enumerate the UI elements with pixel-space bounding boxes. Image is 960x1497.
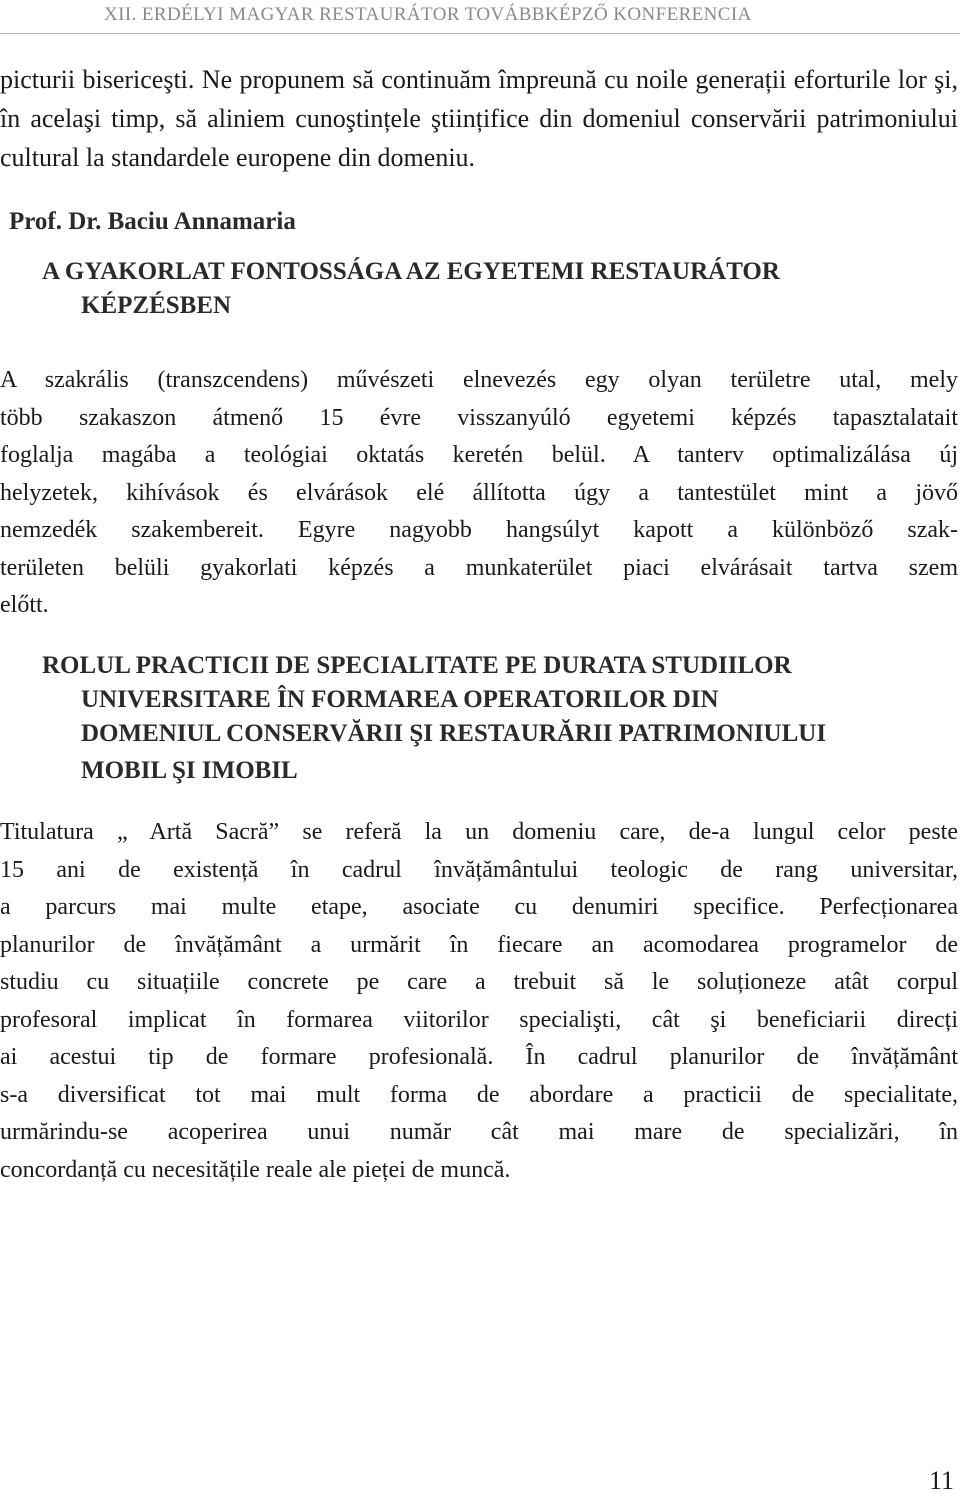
paragraph-line: s-a diversificat tot mai mult forma de abordare a practicii de specialitate,: [0, 1081, 958, 1108]
paragraph-line: több szakaszon átmenő 15 évre visszanyúló egyetemi képzés tapasztalatait: [0, 404, 958, 431]
paragraph-line: Titulatura „ Artă Sacră” se referă la un domeniu care, de-a lungul celor peste: [0, 819, 958, 845]
paragraph-line: ai acestui tip de formare profesională. În cadrul planurilor de învățământ: [0, 1044, 958, 1070]
paragraph-line: területen belüli gyakorlati képzés a munkaterület piaci elvárásait tartva szem: [0, 554, 958, 581]
paragraph-line: helyzetek, kihívások és elvárások elé állította úgy a tantestület mint a jövő: [0, 479, 958, 506]
paragraph-line: A szakrális (transzcendens) művészeti elnevezés egy olyan területre utal, mely: [0, 367, 958, 393]
author-name: Prof. Dr. Baciu Annamaria: [9, 208, 296, 235]
paragraph-line: foglalja magába a teológiai oktatás keretén belül. A tanterv optimalizálása új: [0, 442, 958, 468]
romanian-title-line-2: UNIVERSITARE ÎN FORMAREA OPERATORILOR DIN: [81, 686, 719, 713]
paragraph-line: studiu cu situațiile concrete pe care a trebuit să le soluționeze atât corpul: [0, 969, 958, 995]
romanian-title-line-3: DOMENIUL CONSERVĂRII ŞI RESTAURĂRII PATRIMONIULUI: [81, 720, 827, 747]
paragraph-line: nemzedék szakembereit. Egyre nagyobb hangsúlyt kapott a különböző szak-: [0, 517, 958, 543]
running-header-title: XII. ERDÉLYI MAGYAR RESTAURÁTOR TOVÁBBKÉPZŐ KONFERENCIA: [104, 4, 752, 25]
intro-paragraph: picturii bisericeşti. Ne propunem să continuăm împreună cu noile generații eforturile lor şi, în acelaşi timp, să aliniem cunoştințele ştiințifice din domeniul conservării patrimoniului cultural la standardele europene din domeniu.: [0, 65, 958, 172]
romanian-title-line-4: MOBIL ŞI IMOBIL: [81, 757, 298, 784]
paragraph-line: urmărindu-se acoperirea unui număr cât mai mare de specializări, în: [0, 1119, 958, 1145]
running-header: [0, 0, 960, 34]
paragraph-line: planurilor de învățământ a urmărit în fiecare an acomodarea programelor de: [0, 931, 958, 958]
paragraph-line: a parcurs mai multe etape, asociate cu denumiri specifice. Perfecționarea: [0, 894, 958, 920]
paragraph-line: 15 ani de existență în cadrul învățământului teologic de rang universitar,: [0, 856, 958, 883]
paragraph-line: concordanță cu necesitățile reale ale pieței de muncă.: [0, 1156, 511, 1183]
hungarian-paragraph: [0, 362, 958, 625]
romanian-title-line-1: ROLUL PRACTICII DE SPECIALITATE PE DURATA STUDIILOR: [42, 652, 792, 679]
paragraph-line: profesoral implicat în formarea viitorilor specialişti, cât şi beneficiarii direcți: [0, 1006, 958, 1033]
page-number: 11: [928, 1466, 954, 1495]
romanian-paragraph: [0, 814, 958, 1189]
paragraph-line: előtt.: [0, 592, 49, 618]
hungarian-title-line-2: KÉPZÉSBEN: [81, 292, 232, 319]
hungarian-title-line-1: A GYAKORLAT FONTOSSÁGA AZ EGYETEMI RESTAURÁTOR: [42, 258, 780, 285]
